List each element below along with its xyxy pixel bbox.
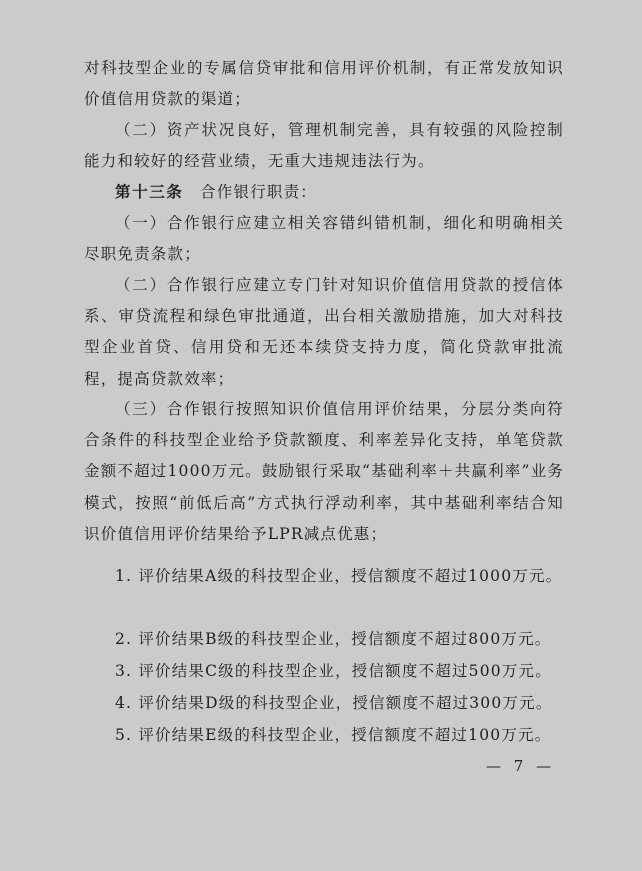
list-item-grade-d: 4. 评价结果D级的科技型企业，授信额度不超过300万元。: [115, 694, 553, 712]
article-13-heading: [84, 177, 564, 208]
list-item-grade-b: 2. 评价结果B级的科技型企业，授信额度不超过800万元。: [115, 630, 552, 648]
paragraph-continuation: 对科技型企业的专属信贷审批和信用评价机制，有正常发放知识价值信用贷款的渠道；: [84, 59, 564, 109]
paragraph-duty-2: （二）合作银行应建立专门针对知识价值信用贷款的授信体系、审贷流程和绿色审批通道，出台相关激励措施，加大对科技型企业首贷、信用贷和无还本续贷支持力度，简化贷款审批流程，提高贷款效率；: [84, 276, 564, 388]
list-item-grade-a: 1. 评价结果A级的科技型企业，授信额度不超过1000万元。: [115, 567, 563, 585]
article-number: 第十三条: [115, 183, 184, 201]
list-item-grade-e: 5. 评价结果E级的科技型企业，授信额度不超过100万元。: [115, 726, 552, 744]
list-item-grade-c: 3. 评价结果C级的科技型企业，授信额度不超过500万元。: [115, 662, 552, 680]
paragraph-duty-3: （三）合作银行按照知识价值信用评价结果，分层分类向符合条件的科技型企业给予贷款额度、利率差异化支持，单笔贷款金额不超过1000万元。鼓励银行采取“基础利率＋共赢利率”业务模式，按照“前低后高”方式执行浮动利率，其中基础利率结合知识价值信用评价结果给予LPR减点优惠；: [84, 400, 564, 543]
page-number: — 7 —: [486, 757, 556, 775]
paragraph-bank-condition-2: （二）资产状况良好，管理机制完善，具有较强的风险控制能力和较好的经营业绩，无重大违规违法行为。: [84, 121, 564, 171]
paragraph-duty-1: （一）合作银行应建立相关容错纠错机制，细化和明确相关尽职免责条款；: [84, 214, 564, 264]
article-title: 合作银行职责：: [200, 183, 318, 201]
